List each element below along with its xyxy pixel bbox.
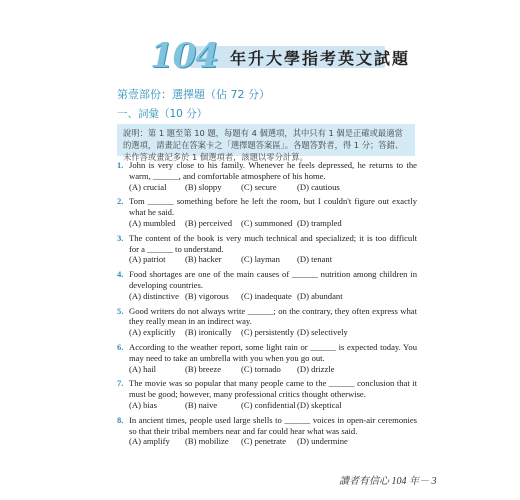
option-d: (D) tenant bbox=[297, 254, 333, 265]
question-text: According to the weather report, some light rain or ______ is expected today. You may need to take an umbrella with you when you go out. bbox=[129, 341, 417, 363]
title-year: 104 bbox=[150, 36, 218, 76]
option-c: (C) summoned bbox=[241, 217, 293, 228]
option-c: (C) inadequate bbox=[241, 290, 292, 301]
option-b: (B) breeze bbox=[185, 363, 222, 374]
question-item bbox=[117, 269, 417, 301]
option-b: (B) mobilize bbox=[185, 436, 229, 447]
question-item bbox=[117, 196, 417, 228]
options-row bbox=[129, 400, 417, 411]
option-a: (A) distinctive bbox=[129, 290, 179, 301]
question-text: Food shortages are one of the main causes of ______ nutrition among children in developing countries. bbox=[129, 269, 417, 290]
option-b: (B) sloppy bbox=[185, 181, 222, 192]
question-item bbox=[117, 160, 417, 192]
title-text: 年升大學指考英文試題 bbox=[230, 49, 411, 68]
question-text: In ancient times, people used large shells to ______ voices in open-air ceremonies so that their tribal members near and far could hear what was said. bbox=[129, 414, 417, 436]
question-number: 7. bbox=[117, 378, 124, 389]
question-text: Good writers do not always write ______; on the contrary, they often express what they really mean in an indirect way. bbox=[129, 305, 417, 327]
option-b: (B) vigorous bbox=[185, 290, 229, 301]
option-b: (B) ironically bbox=[185, 327, 232, 338]
option-a: (A) patriot bbox=[129, 254, 166, 265]
question-list bbox=[117, 160, 417, 451]
options-row bbox=[129, 291, 417, 302]
question-number: 3. bbox=[117, 232, 124, 243]
part-heading: 第壹部份：選擇題（佔 72 分） bbox=[117, 88, 270, 101]
question-text: John is very close to his family. Whenever he feels depressed, he returns to the warm, ______, and comfortable atmosphere of his home. bbox=[129, 160, 417, 181]
options-row bbox=[129, 436, 417, 447]
option-b: (B) hacker bbox=[185, 254, 222, 265]
option-b: (B) naive bbox=[185, 399, 218, 410]
question-text: The content of the book is very much technical and specialized; it is too difficult for a ______ to understand. bbox=[129, 232, 417, 254]
option-a: (A) explicitly bbox=[129, 327, 176, 338]
question-number: 4. bbox=[117, 269, 124, 280]
page-footer: 讀者有信心 104 年－ 3 bbox=[339, 476, 437, 487]
question-item bbox=[117, 306, 417, 338]
option-c: (C) persistently bbox=[241, 327, 295, 338]
question-item bbox=[117, 342, 417, 374]
options-row bbox=[129, 327, 417, 338]
option-d: (D) drizzle bbox=[297, 363, 335, 374]
question-text: Tom ______ something before he left the room, but I couldn't figure out exactly what he said. bbox=[129, 196, 417, 218]
option-a: (A) crucial bbox=[129, 181, 167, 192]
option-d: (D) trampled bbox=[297, 217, 342, 228]
option-d: (D) skeptical bbox=[297, 399, 342, 410]
page-title bbox=[150, 36, 411, 76]
question-number: 8. bbox=[117, 414, 124, 425]
option-c: (C) tornado bbox=[241, 363, 281, 374]
option-c: (C) layman bbox=[241, 254, 280, 265]
question-number: 2. bbox=[117, 196, 124, 207]
question-number: 5. bbox=[117, 305, 124, 316]
option-c: (C) confidential bbox=[241, 399, 296, 410]
option-c: (C) secure bbox=[241, 181, 277, 192]
option-d: (D) undermine bbox=[297, 436, 348, 447]
options-row bbox=[129, 364, 417, 375]
question-item bbox=[117, 233, 417, 265]
option-a: (A) amplify bbox=[129, 436, 170, 447]
options-row bbox=[129, 218, 417, 229]
question-text: The movie was so popular that many people came to the ______ conclusion that it must be good; however, many professional critics thought otherwise. bbox=[129, 378, 417, 400]
options-row bbox=[129, 182, 417, 193]
option-d: (D) abundant bbox=[297, 290, 343, 301]
section-heading: 一、詞彙（10 分） bbox=[117, 108, 208, 120]
instructions-box: 說明：第 1 題至第 10 題，每題有 4 個選項，其中只有 1 個是正確或最適當的選項，請畫記在答案卡之「選擇題答案區」。各題答對者，得 1 分；答錯、未作答或畫記多於 1 個選項者，該題以零分計算。 bbox=[117, 124, 415, 156]
option-d: (D) selectively bbox=[297, 327, 348, 338]
option-a: (A) bias bbox=[129, 399, 157, 410]
question-item bbox=[117, 378, 417, 410]
option-b: (B) perceived bbox=[185, 217, 233, 228]
option-d: (D) cautious bbox=[297, 181, 340, 192]
question-item bbox=[117, 415, 417, 447]
option-a: (A) mumbled bbox=[129, 217, 176, 228]
option-c: (C) penetrate bbox=[241, 436, 287, 447]
question-number: 1. bbox=[117, 160, 124, 170]
option-a: (A) hail bbox=[129, 363, 156, 374]
question-number: 6. bbox=[117, 341, 124, 352]
options-row bbox=[129, 254, 417, 265]
